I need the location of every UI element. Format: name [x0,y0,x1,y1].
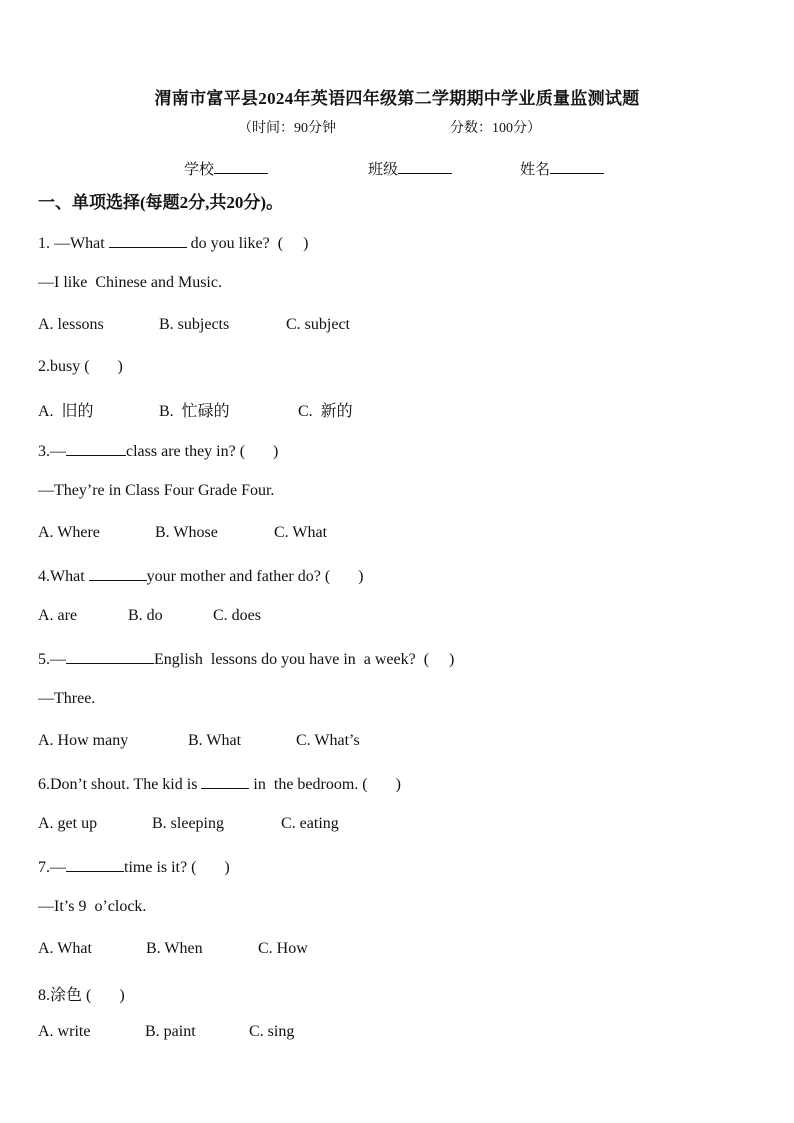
question-7-response: —It’s 9 o’clock. [38,898,147,915]
question-text: in the bedroom. ( ) [249,776,401,793]
option-a[interactable]: A. lessons [38,316,104,333]
question-text: do you like? ( ) [186,235,309,252]
question-text: your mother and father do? ( ) [146,568,364,585]
question-text: 7.— [38,859,66,876]
answer-blank[interactable] [66,857,124,872]
exam-time: （时间：90分钟 [238,121,336,136]
question-text: 5.— [38,651,66,668]
option-b[interactable]: B. paint [145,1023,196,1040]
option-a[interactable]: A. What [38,940,92,957]
option-b[interactable]: B. Whose [155,524,218,541]
question-text: 4.What [38,568,89,585]
question-1-response: —I like Chinese and Music. [38,274,222,291]
question-text: 6.Don’t shout. The kid is [38,776,202,793]
name-field [520,158,604,179]
question-5-response: —Three. [38,690,96,707]
option-c[interactable]: C. What’s [296,732,360,749]
school-blank[interactable] [214,159,268,174]
question-8: 8.涂色 ( ) [38,987,125,1004]
question-5 [38,649,454,669]
question-2: 2.busy ( ) [38,358,123,375]
school-field [184,158,268,179]
option-c[interactable]: C. does [213,607,261,624]
answer-blank[interactable] [66,649,154,664]
page-title: 渭南市富平县2024年英语四年级第二学期期中学业质量监测试题 [154,89,640,108]
class-field [368,158,452,179]
answer-blank[interactable] [109,233,187,248]
section-heading: 一、单项选择(每题2分,共20分)。 [38,193,284,212]
option-c[interactable]: C. What [274,524,328,541]
question-text: English lessons do you have in a week? ( ) [154,651,455,668]
class-blank[interactable] [398,159,452,174]
question-6 [38,774,401,794]
option-c[interactable]: C. How [258,940,308,957]
class-label: 班级 [368,162,399,178]
option-b[interactable]: B. sleeping [152,815,224,832]
option-b[interactable]: B. do [128,607,163,624]
option-b[interactable]: B. When [146,940,203,957]
option-a[interactable]: A. are [38,607,78,624]
option-c[interactable]: C. subject [286,316,350,333]
question-4 [38,566,363,586]
option-b[interactable]: B. What [188,732,242,749]
option-b[interactable]: B. subjects [159,316,230,333]
question-3 [38,441,278,461]
question-text: 3.— [38,443,66,460]
school-label: 学校 [184,162,215,178]
option-a[interactable]: A. Where [38,524,100,541]
option-c[interactable]: C. eating [281,815,339,832]
option-c[interactable]: C. 新的 [298,403,353,420]
option-a[interactable]: A. How many [38,732,129,749]
answer-blank[interactable] [89,566,147,581]
question-text: time is it? ( ) [124,859,230,876]
option-a[interactable]: A. write [38,1023,91,1040]
name-blank[interactable] [550,159,604,174]
answer-blank[interactable] [66,441,126,456]
question-text: 1. —What [38,235,109,252]
answer-blank[interactable] [201,774,249,789]
question-3-response: —They’re in Class Four Grade Four. [38,482,275,499]
question-7 [38,857,230,877]
option-b[interactable]: B. 忙碌的 [159,403,230,420]
name-label: 姓名 [520,162,551,178]
option-c[interactable]: C. sing [249,1023,295,1040]
option-a[interactable]: A. 旧的 [38,403,94,420]
exam-score: 分数：100分） [450,121,541,136]
question-1 [38,233,308,253]
question-text: class are they in? ( ) [126,443,279,460]
option-a[interactable]: A. get up [38,815,98,832]
